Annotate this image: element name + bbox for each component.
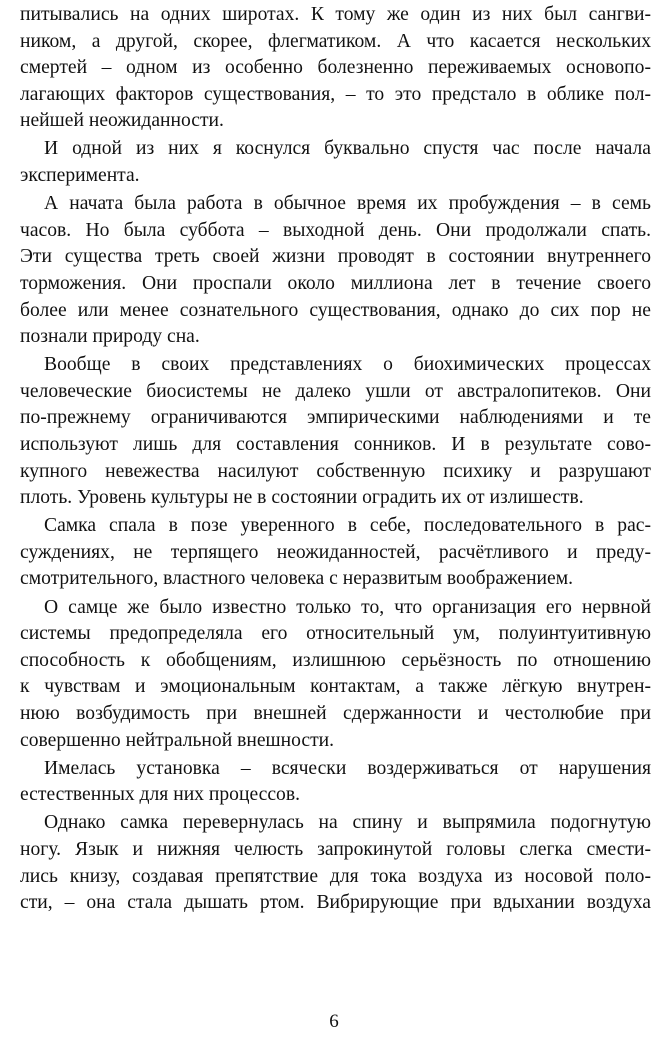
text-line: лагающих факторов существования, – то это предстало в облике пол- [20, 83, 651, 105]
text-line: ником, а другой, скорее, флегматиком. А что касается нескольких [20, 30, 651, 52]
text-line: ногу. Язык и нижняя челюсть запрокинутой головы слегка смести- [20, 838, 651, 860]
text-line: купного невежества насилуют собственную психику и разрушают [20, 460, 651, 482]
text-line: Вообще в своих представлениях о биохимических процессах [44, 354, 651, 376]
text-line: нейшей неожиданности. [20, 110, 224, 132]
text-line: способность к обобщениям, излишнюю серьёзность по отношению [20, 649, 651, 671]
paragraph [20, 756, 651, 809]
text-line: эксперимента. [20, 165, 140, 187]
text-line: человеческие биосистемы не далеко ушли от австралопитеков. Они [20, 380, 651, 402]
paragraph [20, 513, 651, 593]
text-line: плоть. Уровень культуры не в состоянии оградить их от излишеств. [20, 487, 584, 509]
page-number: 6 [329, 1011, 339, 1032]
text-line: суждениях, не терпящего неожиданностей, расчётливого и преду- [20, 541, 651, 563]
text-line: Самка спала в позе уверенного в себе, последовательного в рас- [44, 515, 651, 537]
text-line: познали природу сна. [20, 326, 200, 348]
paragraph [20, 595, 651, 755]
text-line: естественных для них процессов. [20, 784, 300, 806]
text-line: системы предопределяла его относительный ум, полуинтуитивную [20, 623, 651, 645]
text-line: А начата была работа в обычное время их пробуждения – в семь [44, 193, 651, 215]
text-line: смотрительного, властного человека с неразвитым воображением. [20, 568, 574, 590]
text-line: используют лишь для составления сонников. И в результате сово- [20, 434, 651, 455]
text-line: нюю возбудимость при внешней сдержанности и честолюбие при [20, 702, 651, 724]
text-line: совершенно нейтральной внешности. [20, 729, 335, 751]
paragraph [20, 191, 651, 351]
text-line: часов. Но была суббота – выходной день. Они продолжали спать. [20, 219, 651, 241]
text-line: к чувствам и эмоциональным контактам, а также лёгкую внутрен- [20, 676, 651, 698]
text-line: питывались на одних широтах. К тому же один из них был сангви- [20, 4, 651, 25]
text-line: И одной из них я коснулся буквально спустя час после начала [44, 138, 651, 160]
paragraph [20, 2, 651, 135]
text-line: по-прежнему ограничиваются эмпирическими наблюдениями и те [20, 407, 651, 429]
text-line: О самце же было известно только то, что организация его нервной [44, 596, 651, 618]
text-line: более или менее сознательного существования, однако до сих пор не [20, 299, 651, 321]
text-line: торможения. Они проспали около миллиона лет в течение своего [20, 272, 651, 294]
paragraph [20, 136, 651, 189]
paragraph [20, 810, 651, 916]
page-body [20, 2, 651, 918]
text-line: сти, – она стала дышать ртом. Вибрирующие при вдыхании воздуха [20, 892, 651, 914]
paragraph [20, 352, 651, 512]
text-line: Эти существа треть своей жизни проводят в состоянии внутреннего [20, 246, 651, 268]
text-line: лись книзу, создавая препятствие для тока воздуха из носовой поло- [20, 865, 651, 887]
text-line: Имелась установка – всячески воздерживаться от нарушения [44, 757, 651, 779]
text-line: Однако самка перевернулась на спину и выпрямила подогнутую [44, 812, 651, 834]
text-line: смертей – одном из особенно болезненно переживаемых основопо- [20, 57, 651, 79]
